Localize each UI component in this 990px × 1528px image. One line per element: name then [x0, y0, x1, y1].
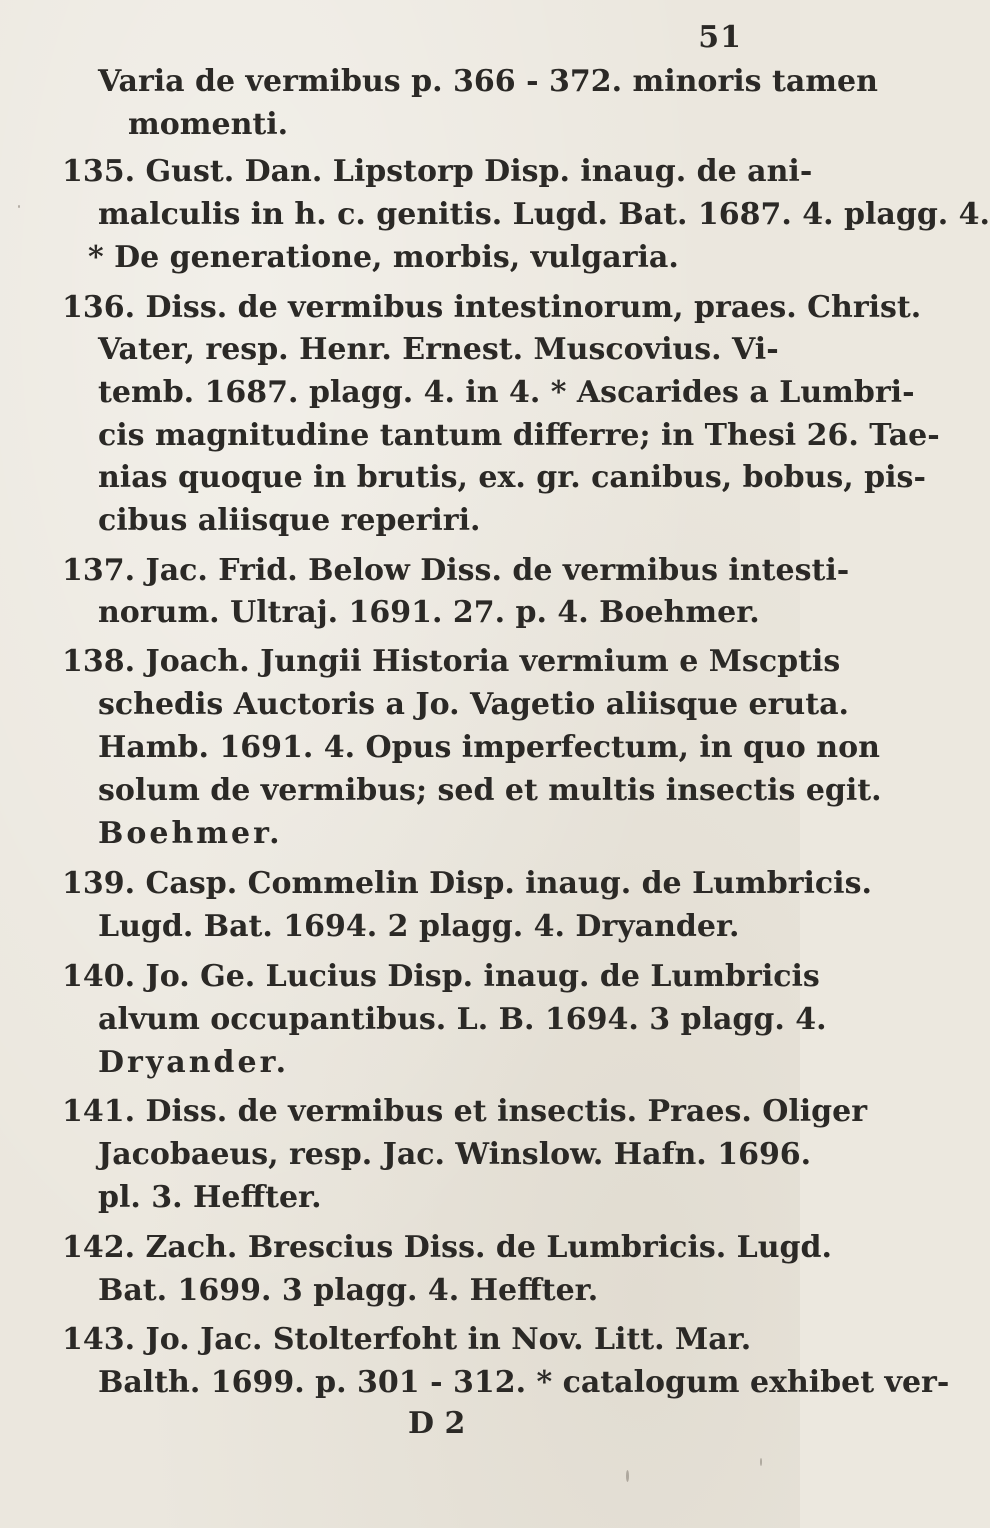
- entry-141-line: 141. Diss. de vermibus et insectis. Praes. Oliger: [62, 1094, 868, 1129]
- signature-mark: D 2: [408, 1406, 466, 1441]
- text-line: nias quoque in brutis, ex. gr. canibus, bobus, pis-: [98, 460, 926, 495]
- text-line: Balth. 1699. p. 301 - 312. * catalogum exhibet ver-: [98, 1365, 950, 1400]
- text-line: Dryander.: [98, 1045, 290, 1080]
- text-line: Hamb. 1691. 4. Opus imperfectum, in quo non: [98, 730, 880, 765]
- text-line: Bat. 1699. 3 plagg. 4. Heffter.: [98, 1273, 599, 1308]
- entry-136-line: 136. Diss. de vermibus intestinorum, praes. Christ.: [62, 290, 922, 325]
- entry-139-line: 139. Casp. Commelin Disp. inaug. de Lumbricis.: [62, 866, 872, 901]
- text-line: alvum occupantibus. L. B. 1694. 3 plagg. 4.: [98, 1002, 827, 1037]
- entry-137-line: 137. Jac. Frid. Below Diss. de vermibus intesti-: [62, 553, 850, 588]
- paper-speck: [18, 205, 20, 208]
- text-line: cis magnitudine tantum differre; in Thesi 26. Tae-: [98, 418, 940, 453]
- text-line: Vater, resp. Henr. Ernest. Muscovius. Vi-: [98, 332, 779, 367]
- text-line: momenti.: [128, 107, 289, 142]
- entry-140-line: 140. Jo. Ge. Lucius Disp. inaug. de Lumbricis: [62, 959, 820, 994]
- text-line: schedis Auctoris a Jo. Vagetio aliisque eruta.: [98, 687, 849, 722]
- text-line: norum. Ultraj. 1691. 27. p. 4. Boehmer.: [98, 595, 760, 630]
- entry-143-line: 143. Jo. Jac. Stolterfoht in Nov. Litt. Mar.: [62, 1322, 752, 1357]
- text-line: * De generatione, morbis, vulgaria.: [88, 240, 679, 275]
- text-line: Jacobaeus, resp. Jac. Winslow. Hafn. 1696.: [98, 1137, 812, 1172]
- entry-135-line: 135. Gust. Dan. Lipstorp Disp. inaug. de ani-: [62, 154, 813, 189]
- entry-138-line: 138. Joach. Jungii Historia vermium e Mscptis: [62, 644, 841, 679]
- text-line: Lugd. Bat. 1694. 2 plagg. 4. Dryander.: [98, 909, 740, 944]
- text-line: temb. 1687. plagg. 4. in 4. * Ascarides a Lumbri-: [98, 375, 915, 410]
- text-line: solum de vermibus; sed et multis insectis egit.: [98, 773, 882, 808]
- paper-speck: [760, 1458, 762, 1466]
- paper-speck: [626, 1470, 629, 1482]
- page-number: 51: [698, 20, 742, 55]
- text-line: cibus aliisque reperiri.: [98, 503, 481, 538]
- text-line: malculis in h. c. genitis. Lugd. Bat. 1687. 4. plagg. 4.: [98, 197, 990, 232]
- text-line: pl. 3. Heffter.: [98, 1180, 322, 1215]
- text-line: Varia de vermibus p. 366 - 372. minoris tamen: [98, 64, 878, 99]
- text-line: Boehmer.: [98, 816, 283, 851]
- entry-142-line: 142. Zach. Brescius Diss. de Lumbricis. Lugd.: [62, 1230, 832, 1265]
